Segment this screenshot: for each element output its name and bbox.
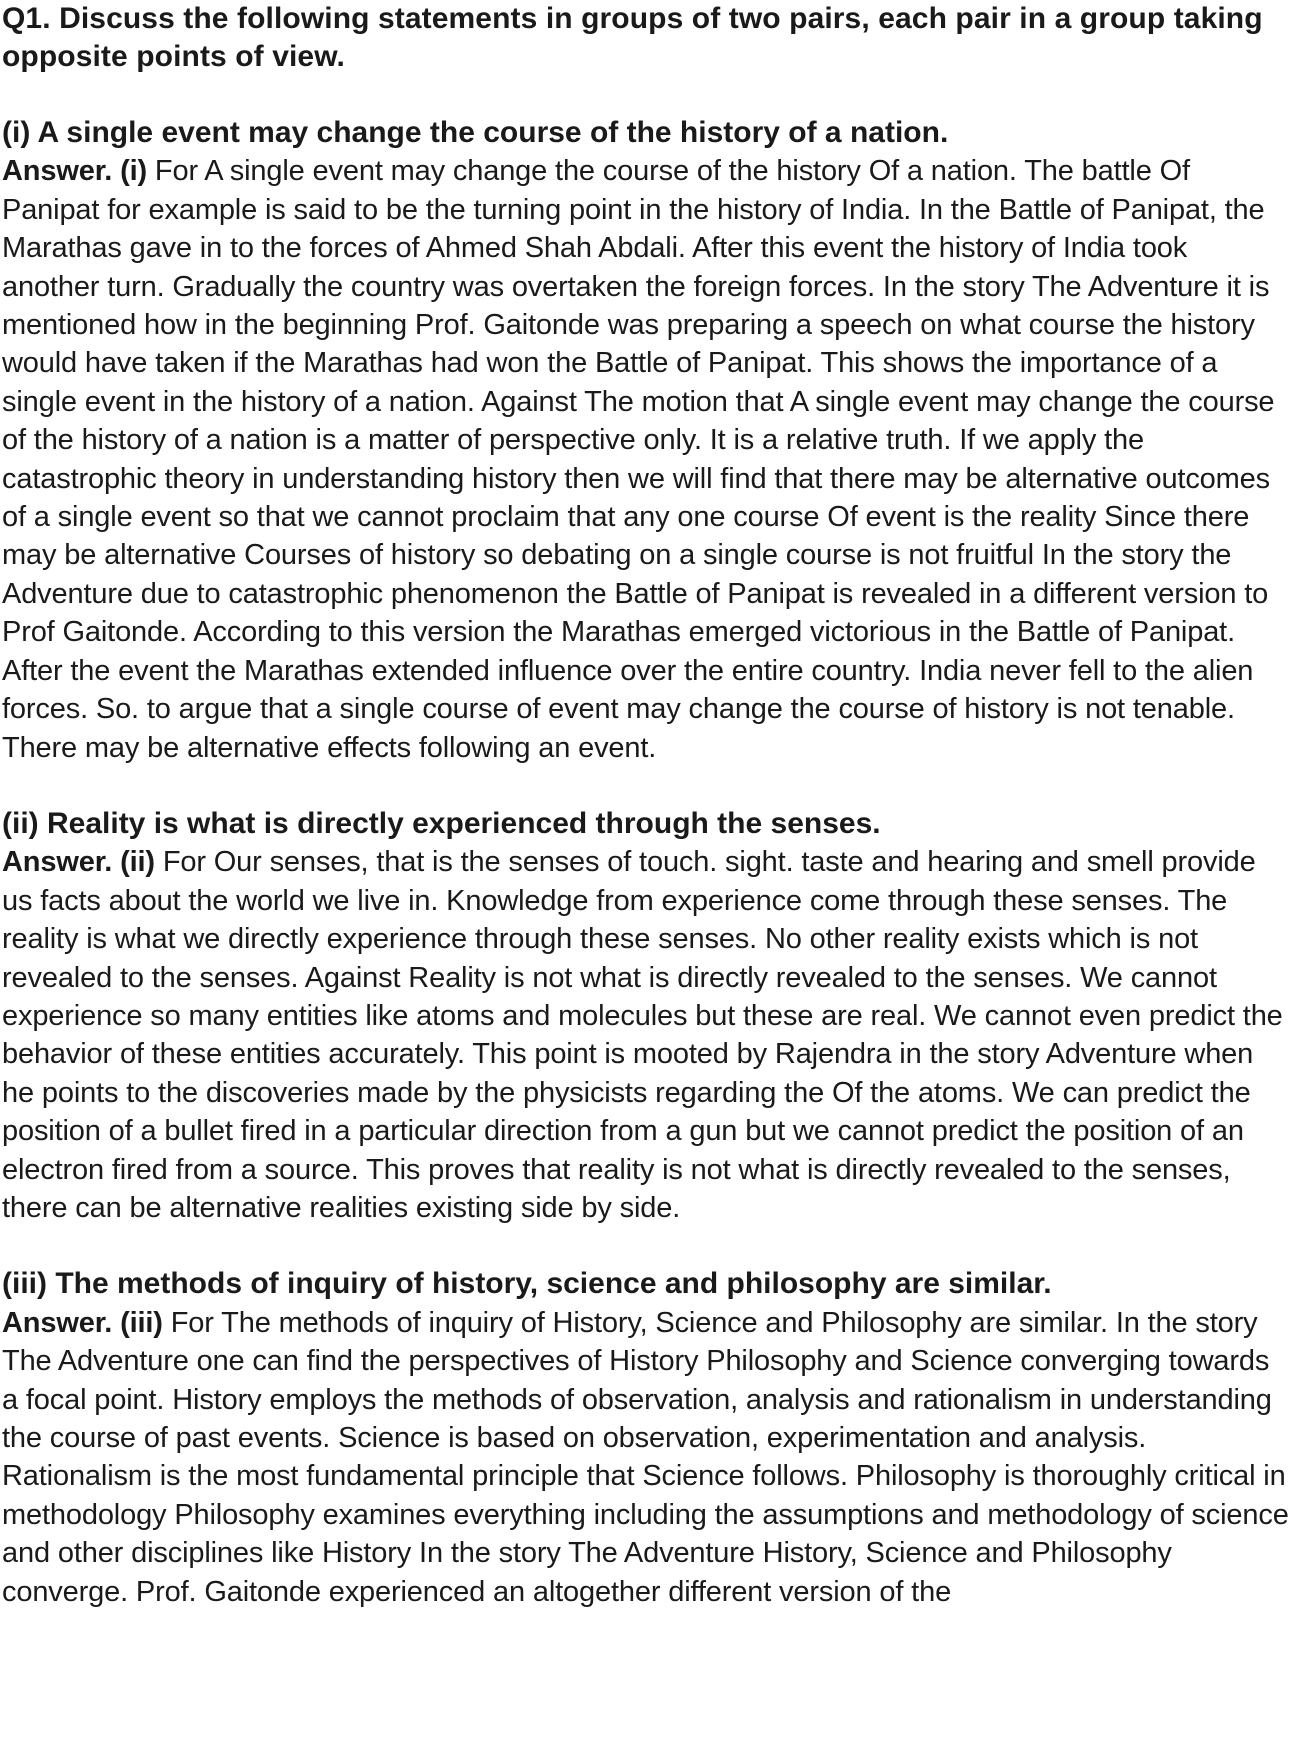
statement-iii: (iii) The methods of inquiry of history, science and philosophy are similar. xyxy=(2,1267,1052,1301)
question-heading: Q1. Discuss the following statements in groups of two pairs, each pair in a group taking opposite points of view. xyxy=(2,2,1263,73)
section-ii xyxy=(2,805,1292,1227)
answer-i xyxy=(2,152,1292,767)
answer-text-iii: For The methods of inquiry of History, Science and Philosophy are similar. In the story The Adventure one can find the perspectives of History Philosophy and Science converging towards a focal point. History employs the methods of observation, analysis and rationalism in understanding the course of past events. Science is based on observation, experimentation and analysis. Rationalism is the most fundamental principle that Science follows. Philosophy is thoroughly critical in methodology Philosophy examines everything including the assumptions and methodology of science and other disciplines like History In the story The Adventure History, Science and Philosophy converge. Prof. Gaitonde experienced an altogether different version of the xyxy=(2,1306,1289,1608)
statement-i: (i) A single event may change the course of the history of a nation. xyxy=(2,116,949,149)
answer-label-i: Answer. (i) xyxy=(2,155,147,188)
answer-label-iii: Answer. (iii) xyxy=(2,1306,163,1339)
answer-ii xyxy=(2,843,1292,1227)
answer-iii xyxy=(2,1304,1292,1611)
section-i xyxy=(2,114,1292,767)
answer-label-ii: Answer. (ii) xyxy=(2,846,155,879)
statement-ii: (ii) Reality is what is directly experienced through the senses. xyxy=(2,806,881,840)
answer-text-ii: For Our senses, that is the senses of touch. sight. taste and hearing and smell provide us facts about the world we live in. Knowledge from experience come through these senses. The reality is what we directly experience through these senses. No other reality exists which is not revealed to the senses. Against Reality is not what is directly revealed to the senses. We cannot experience so many entities like atoms and molecules but these are real. We cannot even predict the behavior of these entities accurately. This point is mooted by Rajendra in the story Adventure when he points to the discoveries made by the physicists regarding the Of the atoms. We can predict the position of a bullet fired in a particular direction from a gun but we cannot predict the position of an electron fired from a source. This proves that reality is not what is directly revealed to the senses, there can be alternative realities existing side by side. xyxy=(2,846,1283,1224)
answer-text-i: For A single event may change the course of the history Of a nation. The battle Of Panipat for example is said to be the turning point in the history of India. In the Battle of Panipat, the Marathas gave in to the forces of Ahmed Shah Abdali. After this event the history of India took another turn. Gradually the country was overtaken the foreign forces. In the story The Adventure it is mentioned how in the beginning Prof. Gaitonde was preparing a speech on what course the history would have taken if the Marathas had won the Battle of Panipat. This shows the importance of a single event in the history of a nation. Against The motion that A single event may change the course of the history of a nation is a matter of perspective only. It is a relative truth. If we apply the catastrophic theory in understanding history then we will find that there may be alternative outcomes of a single event so that we cannot proclaim that any one course Of event is the reality Since there may be alternative Courses of history so debating on a single course is not fruitful In the story the Adventure due to catastrophic phenomenon the Battle of Panipat is revealed in a different version to Prof Gaitonde. According to this version the Marathas emerged victorious in the Battle of Panipat. After the event the Marathas extended influence over the entire country. India never fell to the alien forces. So. to argue that a single course of event may change the course of history is not tenable. There may be alternative effects following an event. xyxy=(2,155,1275,764)
section-iii xyxy=(2,1265,1292,1611)
